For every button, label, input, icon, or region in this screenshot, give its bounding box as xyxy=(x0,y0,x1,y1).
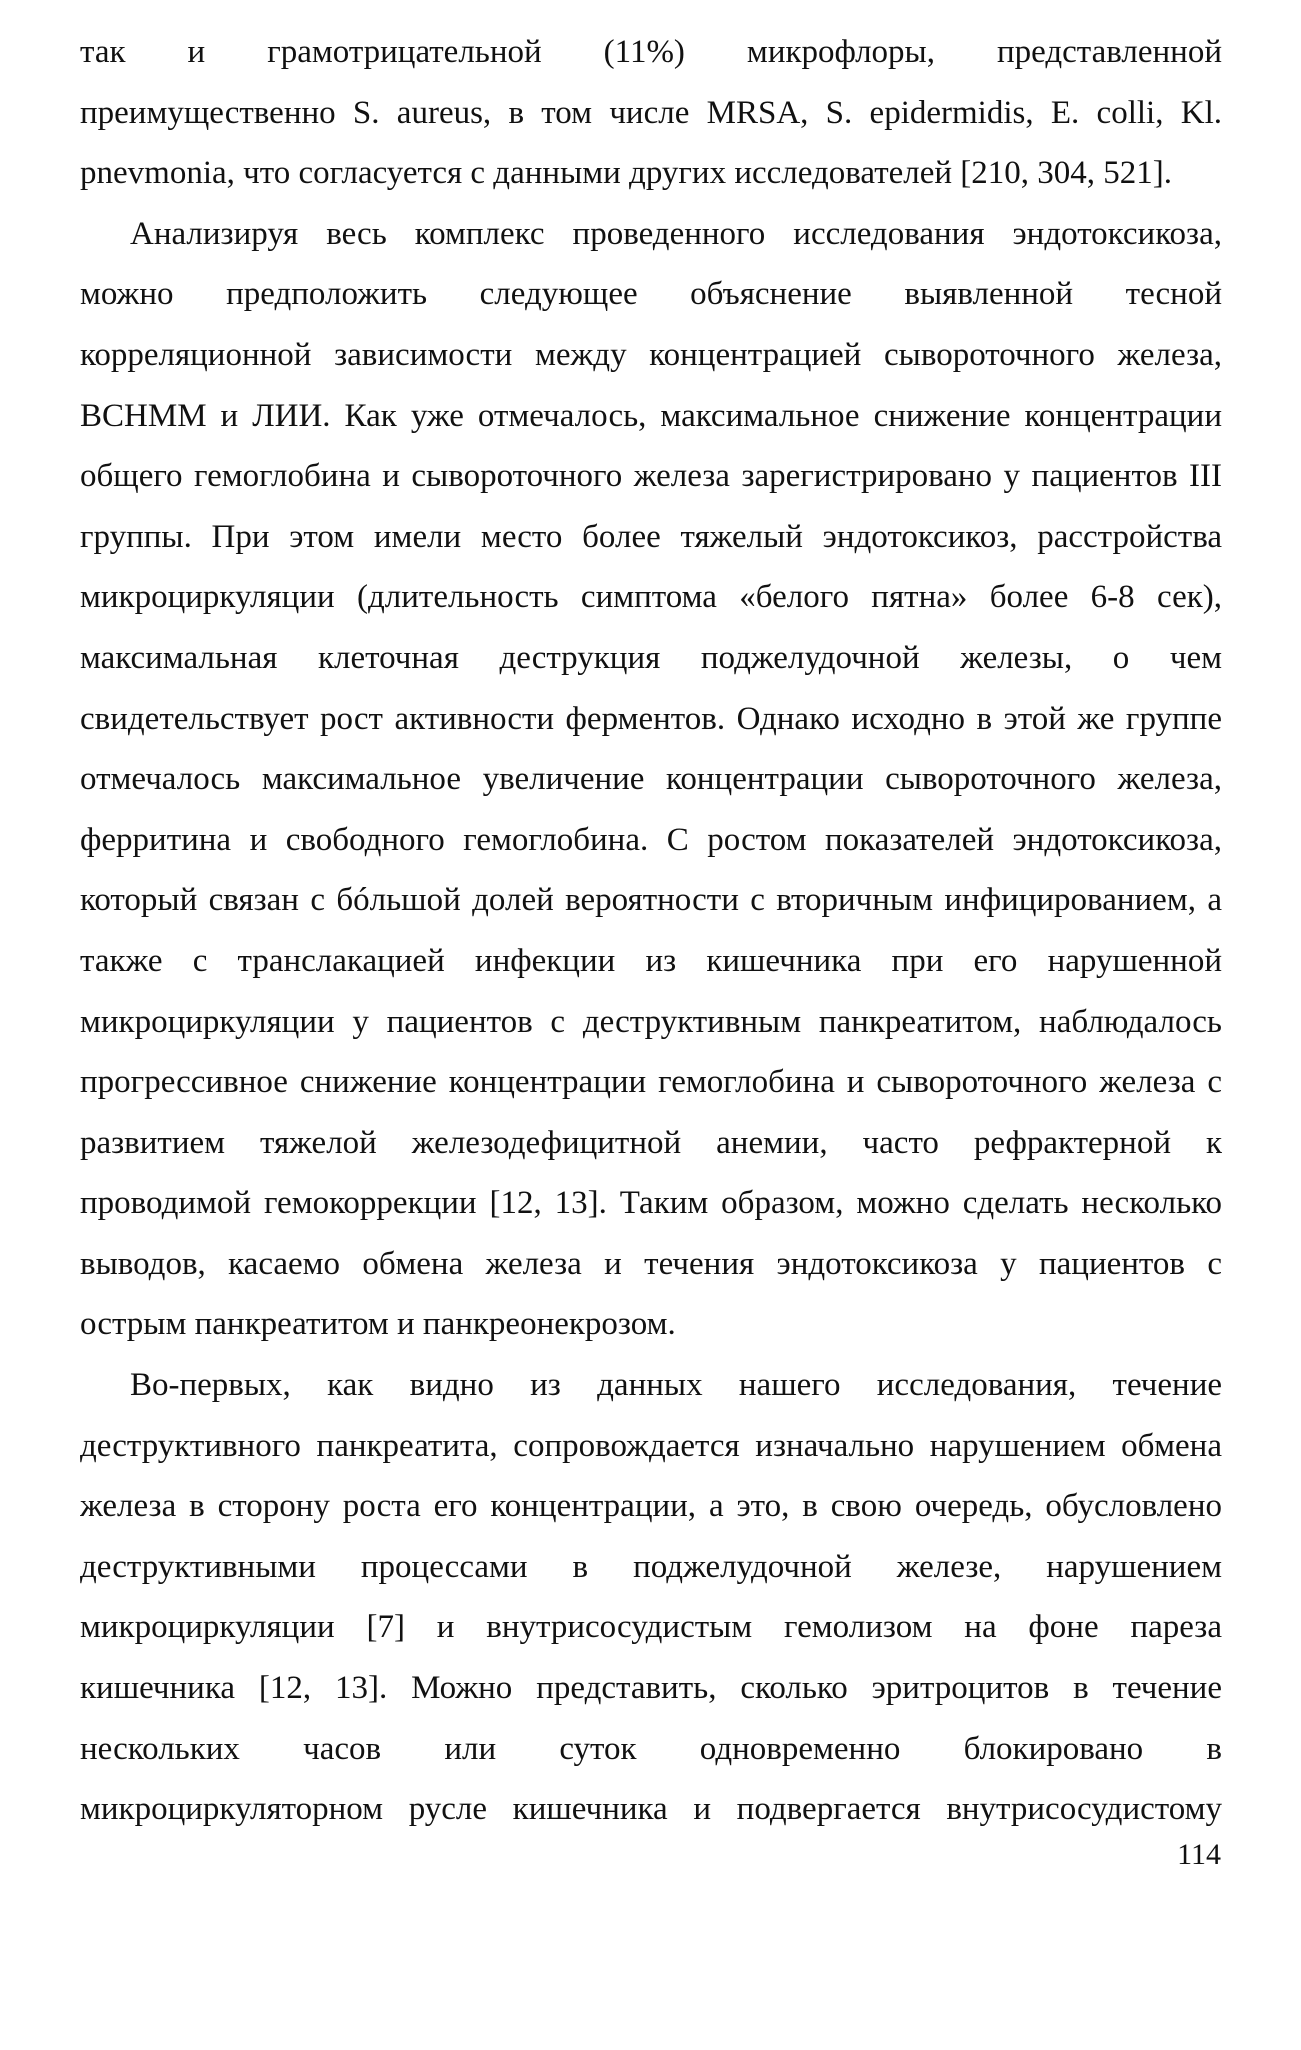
text-line: деструктивного панкреатита, сопровождается изначально нарушением обмена xyxy=(80,1427,1222,1464)
text-line: острым панкреатитом и панкреонекрозом. xyxy=(80,1306,676,1343)
paragraph xyxy=(80,1355,1222,1840)
text-line: развитием тяжелой железодефицитной анемии, часто рефрактерной к xyxy=(80,1124,1222,1161)
text-line: группы. При этом имели место более тяжелый эндотоксикоз, расстройства xyxy=(80,518,1222,555)
text-line: так и грамотрицательной (11%) микрофлоры, представленной xyxy=(80,34,1222,70)
text-line: микроциркуляторном русле кишечника и подвергается внутрисосудистому xyxy=(80,1791,1222,1828)
text-line: ферритина и свободного гемоглобина. С ростом показателей эндотоксикоза, xyxy=(80,821,1222,858)
text-line: нескольких часов или суток одновременно блокировано в xyxy=(80,1730,1222,1767)
text-line: максимальная клеточная деструкция поджелудочной железы, о чем xyxy=(80,639,1222,676)
text-line: кишечника [12, 13]. Можно представить, сколько эритроцитов в течение xyxy=(80,1670,1222,1707)
text-line: микроциркуляции (длительность симптома «белого пятна» более 6-8 сек), xyxy=(80,579,1222,616)
text-line: корреляционной зависимости между концентрацией сывороточного железа, xyxy=(80,336,1222,373)
text-line: отмечалось максимальное увеличение концентрации сывороточного железа, xyxy=(80,761,1222,798)
text-line: микроциркуляции у пациентов с деструктивным панкреатитом, наблюдалось xyxy=(80,1003,1222,1040)
text-line: ВСНММ и ЛИИ. Как уже отмечалось, максимальное снижение концентрации xyxy=(80,397,1222,434)
text-line: деструктивными процессами в поджелудочной железе, нарушением xyxy=(80,1548,1222,1585)
body-text xyxy=(80,22,1222,1840)
text-line: свидетельствует рост активности ферментов. Однако исходно в этой же группе xyxy=(80,700,1222,737)
text-line: преимущественно S. aureus, в том числе MRSA, S. epidermidis, E. colli, Kl. xyxy=(80,94,1222,131)
text-line: pnevmonia, что согласуется с данными других исследователей [210, 304, 521]. xyxy=(80,155,1173,192)
text-line: который связан с бóльшой долей вероятности с вторичным инфицированием, а xyxy=(80,882,1222,919)
text-line: также с транслакацией инфекции из кишечника при его нарушенной xyxy=(80,942,1222,979)
paragraph xyxy=(80,204,1222,1355)
text-line: Анализируя весь комплекс проведенного исследования эндотоксикоза, xyxy=(130,215,1222,252)
text-line: прогрессивное снижение концентрации гемоглобина и сывороточного железа с xyxy=(80,1064,1222,1101)
text-line: микроциркуляции [7] и внутрисосудистым гемолизом на фоне пареза xyxy=(80,1609,1222,1646)
text-line: можно предположить следующее объяснение выявленной тесной xyxy=(80,276,1222,313)
paragraph xyxy=(80,22,1222,204)
page-number: 114 xyxy=(1177,1838,1221,1871)
text-line: общего гемоглобина и сывороточного железа зарегистрировано у пациентов III xyxy=(80,458,1222,495)
text-line: проводимой гемокоррекции [12, 13]. Таким образом, можно сделать несколько xyxy=(80,1185,1222,1222)
text-line: выводов, касаемо обмена железа и течения эндотоксикоза у пациентов с xyxy=(80,1245,1222,1282)
text-line: Во-первых, как видно из данных нашего исследования, течение xyxy=(130,1367,1222,1404)
text-line: железа в сторону роста его концентрации, а это, в свою очередь, обусловлено xyxy=(80,1488,1222,1525)
